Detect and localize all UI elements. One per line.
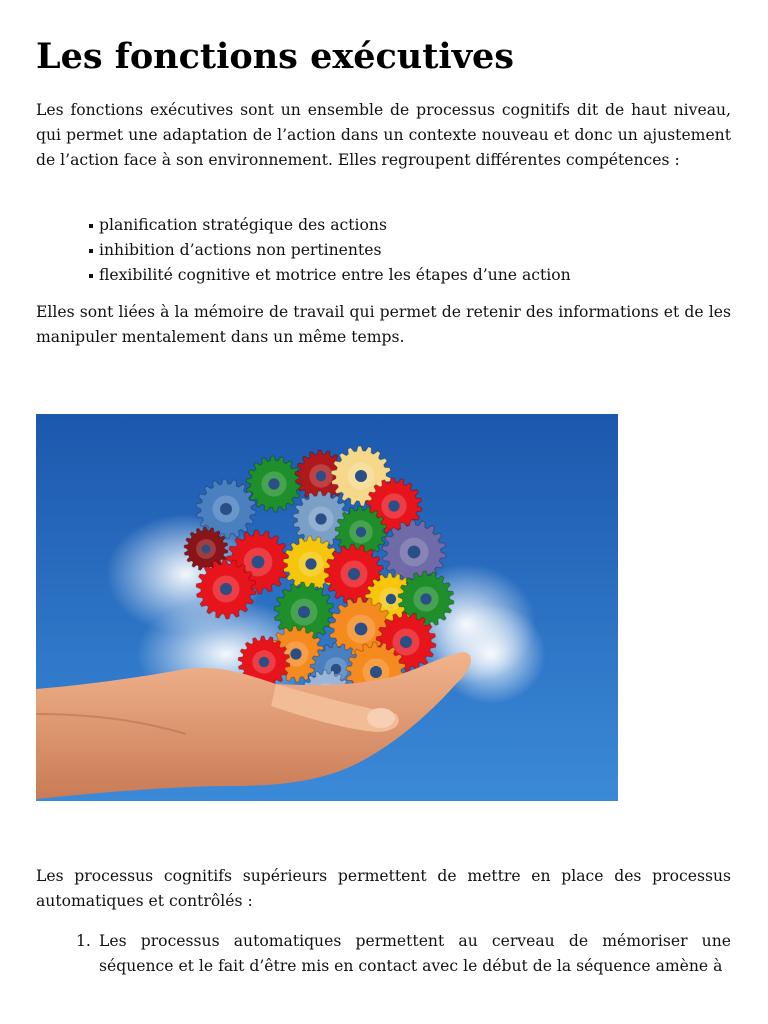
list-item: flexibilité cognitive et motrice entre les étapes d’une action [36, 263, 571, 288]
list-item: inhibition d’actions non pertinentes [36, 238, 571, 263]
processes-list [36, 929, 731, 979]
page-title: Les fonctions exécutives [36, 36, 515, 77]
gears-hand-image [36, 414, 618, 801]
list-item [36, 929, 731, 979]
list-item-text: Les processus automatiques permettent au cerveau de mémoriser une séquence et le fait d’être mis en contact avec le début de la séquence amène à [99, 932, 731, 975]
list-item: planification stratégique des actions [36, 213, 571, 238]
processes-paragraph: Les processus cognitifs supérieurs permettent de mettre en place des processus automatiques et contrôlés : [36, 867, 731, 910]
list-number: 1. [76, 932, 91, 950]
intro-paragraph: Les fonctions exécutives sont un ensemble de processus cognitifs dit de haut niveau, qui permet une adaptation de l’action dans un contexte nouveau et donc un ajustement de l’action face à son environnement. Elles regroupent différentes compétences : [36, 101, 731, 169]
competences-list [36, 213, 571, 288]
memory-paragraph: Elles sont liées à la mémoire de travail qui permet de retenir des informations et de les manipuler mentalement dans un même temps. [36, 303, 731, 346]
